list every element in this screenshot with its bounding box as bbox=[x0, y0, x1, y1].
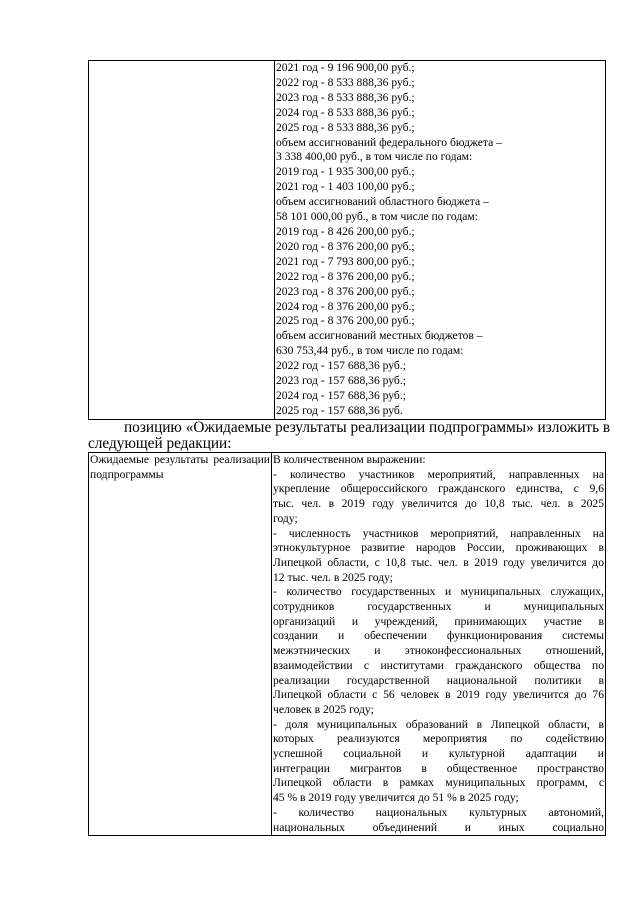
result-line: организаций и учреждений, принимающих участие в bbox=[273, 614, 604, 628]
result-line: взаимодействии с институтами гражданского общества по bbox=[273, 658, 604, 672]
funding-line: 2021 год - 7 793 800,00 руб.; bbox=[276, 254, 415, 268]
funding-line: 2020 год - 8 376 200,00 руб.; bbox=[276, 239, 415, 253]
funding-line: 2024 год - 8 533 888,36 руб.; bbox=[276, 105, 415, 119]
result-line: - количество национальных культурных автономий, bbox=[273, 805, 604, 819]
result-line: которых реализуются мероприятия по содействию bbox=[273, 732, 604, 746]
funding-line: 2019 год - 1 935 300,00 руб.; bbox=[276, 165, 415, 179]
result-line: 45 % в 2019 году увеличится до 51 % в 2025 году; bbox=[273, 791, 519, 805]
funding-line: 3 338 400,00 руб., в том числе по годам: bbox=[276, 150, 473, 164]
funding-table bbox=[88, 60, 606, 420]
funding-line: 630 753,44 руб., в том числе по годам: bbox=[276, 344, 464, 358]
result-line: создании и обеспечении функционирования системы bbox=[273, 629, 604, 643]
paragraph-line-1: позицию «Ожидаемые результаты реализации подпрограммы» изложить в bbox=[124, 419, 611, 436]
funding-line: 2025 год - 157 688,36 руб. bbox=[276, 403, 403, 417]
funding-line: 58 101 000,00 руб., в том числе по годам: bbox=[276, 210, 478, 224]
funding-line: объем ассигнований областного бюджета – bbox=[276, 195, 489, 209]
result-line: Липецкой области, с 10,8 тыс. чел. в 2019 году увеличится до bbox=[273, 555, 604, 569]
result-line: Липецкой области в рамках муниципальных программ, с bbox=[273, 776, 604, 790]
result-line: - доля муниципальных образований в Липецкой области, в bbox=[273, 717, 604, 731]
result-line: национальных объединений и иных социально bbox=[273, 820, 604, 834]
funding-table-left-cell bbox=[89, 61, 275, 420]
result-line: В количественном выражении: bbox=[273, 453, 426, 466]
result-line: межэтнических и этноконфессиональных отношений, bbox=[273, 644, 604, 658]
paragraph-line-2: следующей редакции: bbox=[88, 435, 232, 452]
result-line: Липецкой области с 56 человек в 2019 году увеличится до 76 bbox=[273, 688, 604, 702]
funding-line: 2019 год - 8 426 200,00 руб.; bbox=[276, 224, 415, 238]
funding-line: 2021 год - 1 403 100,00 руб.; bbox=[276, 180, 415, 194]
result-line: этнокультурное развитие народов России, проживающих в bbox=[273, 541, 604, 555]
funding-line: 2021 год - 9 196 900,00 руб.; bbox=[276, 61, 415, 74]
amendment-paragraph bbox=[88, 420, 610, 452]
funding-line: 2022 год - 8 376 200,00 руб.; bbox=[276, 269, 415, 283]
funding-line: 2024 год - 157 688,36 руб.; bbox=[276, 388, 406, 402]
funding-line: объем ассигнований местных бюджетов – bbox=[276, 329, 483, 343]
funding-line: 2023 год - 8 376 200,00 руб.; bbox=[276, 284, 415, 298]
result-line: - количество участников мероприятий, направленных на bbox=[273, 467, 604, 481]
results-label-cell: Ожидаемые результаты реализации подпрограммы bbox=[89, 453, 272, 836]
results-table bbox=[88, 452, 606, 836]
funding-line: 2023 год - 157 688,36 руб.; bbox=[276, 374, 406, 388]
funding-line: 2025 год - 8 376 200,00 руб.; bbox=[276, 314, 415, 328]
result-line: успешной социальной и культурной адаптации и bbox=[273, 747, 604, 761]
result-line: реализации государственной национальной политики в bbox=[273, 673, 604, 687]
result-line: сотрудников государственных и муниципальных bbox=[273, 600, 604, 614]
funding-table-right-cell bbox=[275, 61, 606, 420]
result-line: - численность участников мероприятий, направленных на bbox=[273, 526, 604, 540]
result-line: интеграции мигрантов в общественное пространство bbox=[273, 761, 604, 775]
funding-line: объем ассигнований федерального бюджета – bbox=[276, 135, 502, 149]
result-line: человек в 2025 году; bbox=[273, 702, 374, 716]
funding-line: 2024 год - 8 376 200,00 руб.; bbox=[276, 299, 415, 313]
results-content-cell bbox=[272, 453, 606, 836]
result-line: 12 тыс. чел. в 2025 году; bbox=[273, 570, 394, 584]
result-line: тыс. чел. в 2019 году увеличится до 10,8 тыс. чел. в 2025 bbox=[273, 497, 604, 511]
funding-line: 2023 год - 8 533 888,36 руб.; bbox=[276, 90, 415, 104]
result-line: укрепление общероссийского гражданского единства, с 9,6 bbox=[273, 482, 604, 496]
funding-line: 2025 год - 8 533 888,36 руб.; bbox=[276, 120, 415, 134]
funding-line: 2022 год - 157 688,36 руб.; bbox=[276, 359, 406, 373]
result-line: - количество государственных и муниципальных служащих, bbox=[273, 585, 604, 599]
funding-line: 2022 год - 8 533 888,36 руб.; bbox=[276, 75, 415, 89]
result-line: году; bbox=[273, 511, 298, 525]
